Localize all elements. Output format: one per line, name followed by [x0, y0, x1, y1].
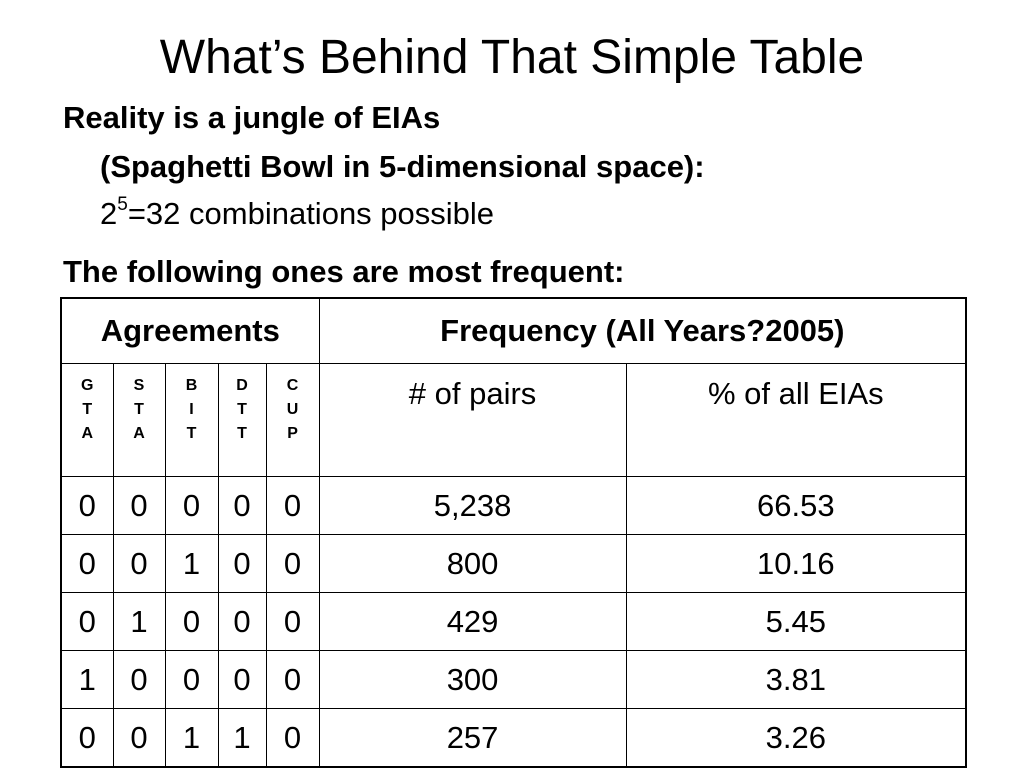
agreement-flag-cell: 0 — [218, 477, 266, 535]
agreement-letter: A — [133, 425, 145, 442]
agreement-flag-cell: 0 — [266, 593, 319, 651]
agreement-flag-cell: 0 — [218, 593, 266, 651]
pairs-column-header: # of pairs — [319, 364, 626, 477]
agreement-letter: B — [185, 377, 198, 394]
agreement-letter: T — [134, 401, 144, 418]
table-row — [61, 535, 966, 593]
agreement-letter: T — [186, 425, 197, 442]
agreement-flag-cell: 0 — [113, 651, 165, 709]
agreement-flag-cell: 1 — [165, 709, 218, 768]
agreement-letter: P — [287, 425, 298, 442]
table-header-row — [61, 298, 966, 364]
percent-column-header: % of all EIAs — [626, 364, 966, 477]
agreement-flag-cell: 0 — [113, 709, 165, 768]
agreement-header-4 — [266, 364, 319, 477]
agreement-letter: U — [286, 401, 299, 418]
agreement-letter: T — [237, 401, 247, 418]
agreement-flag-cell: 0 — [266, 535, 319, 593]
combinations-base: 2 — [100, 196, 118, 231]
frequency-header: Frequency (All Years?2005) — [319, 298, 966, 364]
agreements-header: Agreements — [61, 298, 319, 364]
agreement-letter: I — [189, 401, 194, 418]
agreement-header-3 — [218, 364, 266, 477]
agreement-flag-cell: 0 — [266, 651, 319, 709]
agreement-flag-cell: 0 — [165, 651, 218, 709]
agreement-letter: C — [286, 377, 299, 394]
agreement-flag-cell: 1 — [61, 651, 113, 709]
agreement-flag-cell: 0 — [266, 709, 319, 768]
pairs-cell: 429 — [319, 593, 626, 651]
agreement-letter: T — [82, 401, 93, 418]
pairs-cell: 300 — [319, 651, 626, 709]
agreement-flag-cell: 0 — [61, 709, 113, 768]
agreement-flag-cell: 0 — [165, 593, 218, 651]
agreement-letter: D — [236, 377, 248, 394]
percent-cell: 5.45 — [626, 593, 966, 651]
pairs-cell: 5,238 — [319, 477, 626, 535]
percent-cell: 3.26 — [626, 709, 966, 768]
agreement-flag-cell: 0 — [61, 535, 113, 593]
percent-cell: 3.81 — [626, 651, 966, 709]
agreement-header-0 — [61, 364, 113, 477]
agreement-flag-cell: 0 — [113, 477, 165, 535]
percent-cell: 66.53 — [626, 477, 966, 535]
table-row — [61, 477, 966, 535]
combinations-text: =32 combinations possible — [127, 196, 495, 231]
pairs-cell: 257 — [319, 709, 626, 768]
agreement-letter: A — [81, 425, 94, 442]
agreement-flag-cell: 1 — [113, 593, 165, 651]
agreement-flag-cell: 1 — [218, 709, 266, 768]
bullet-spaghetti-bowl: (Spaghetti Bowl in 5-dimensional space): — [100, 149, 705, 184]
table-row — [61, 651, 966, 709]
agreement-letter: T — [237, 425, 247, 442]
table-body — [61, 477, 966, 768]
agreement-flag-cell: 1 — [165, 535, 218, 593]
agreement-flag-cell: 0 — [61, 477, 113, 535]
agreement-flag-cell: 0 — [61, 593, 113, 651]
table-subheader-row — [61, 364, 966, 477]
agreement-flag-cell: 0 — [218, 651, 266, 709]
agreement-flag-cell: 0 — [113, 535, 165, 593]
agreement-flag-cell: 0 — [266, 477, 319, 535]
combinations-exponent: 5 — [117, 194, 128, 215]
agreement-letter: G — [81, 377, 94, 394]
bullet-jungle: Reality is a jungle of EIAs — [63, 100, 441, 135]
agreement-header-1 — [113, 364, 165, 477]
bullet-most-frequent: The following ones are most frequent: — [63, 254, 625, 289]
pairs-cell: 800 — [319, 535, 626, 593]
agreement-letter: S — [133, 377, 145, 394]
agreement-header-2 — [165, 364, 218, 477]
slide-title: What’s Behind That Simple Table — [159, 31, 865, 84]
agreement-flag-cell: 0 — [218, 535, 266, 593]
agreement-flag-cell: 0 — [165, 477, 218, 535]
bullet-combinations — [100, 196, 494, 232]
table-row — [61, 593, 966, 651]
table-row — [61, 709, 966, 768]
percent-cell: 10.16 — [626, 535, 966, 593]
frequency-table — [60, 297, 967, 768]
